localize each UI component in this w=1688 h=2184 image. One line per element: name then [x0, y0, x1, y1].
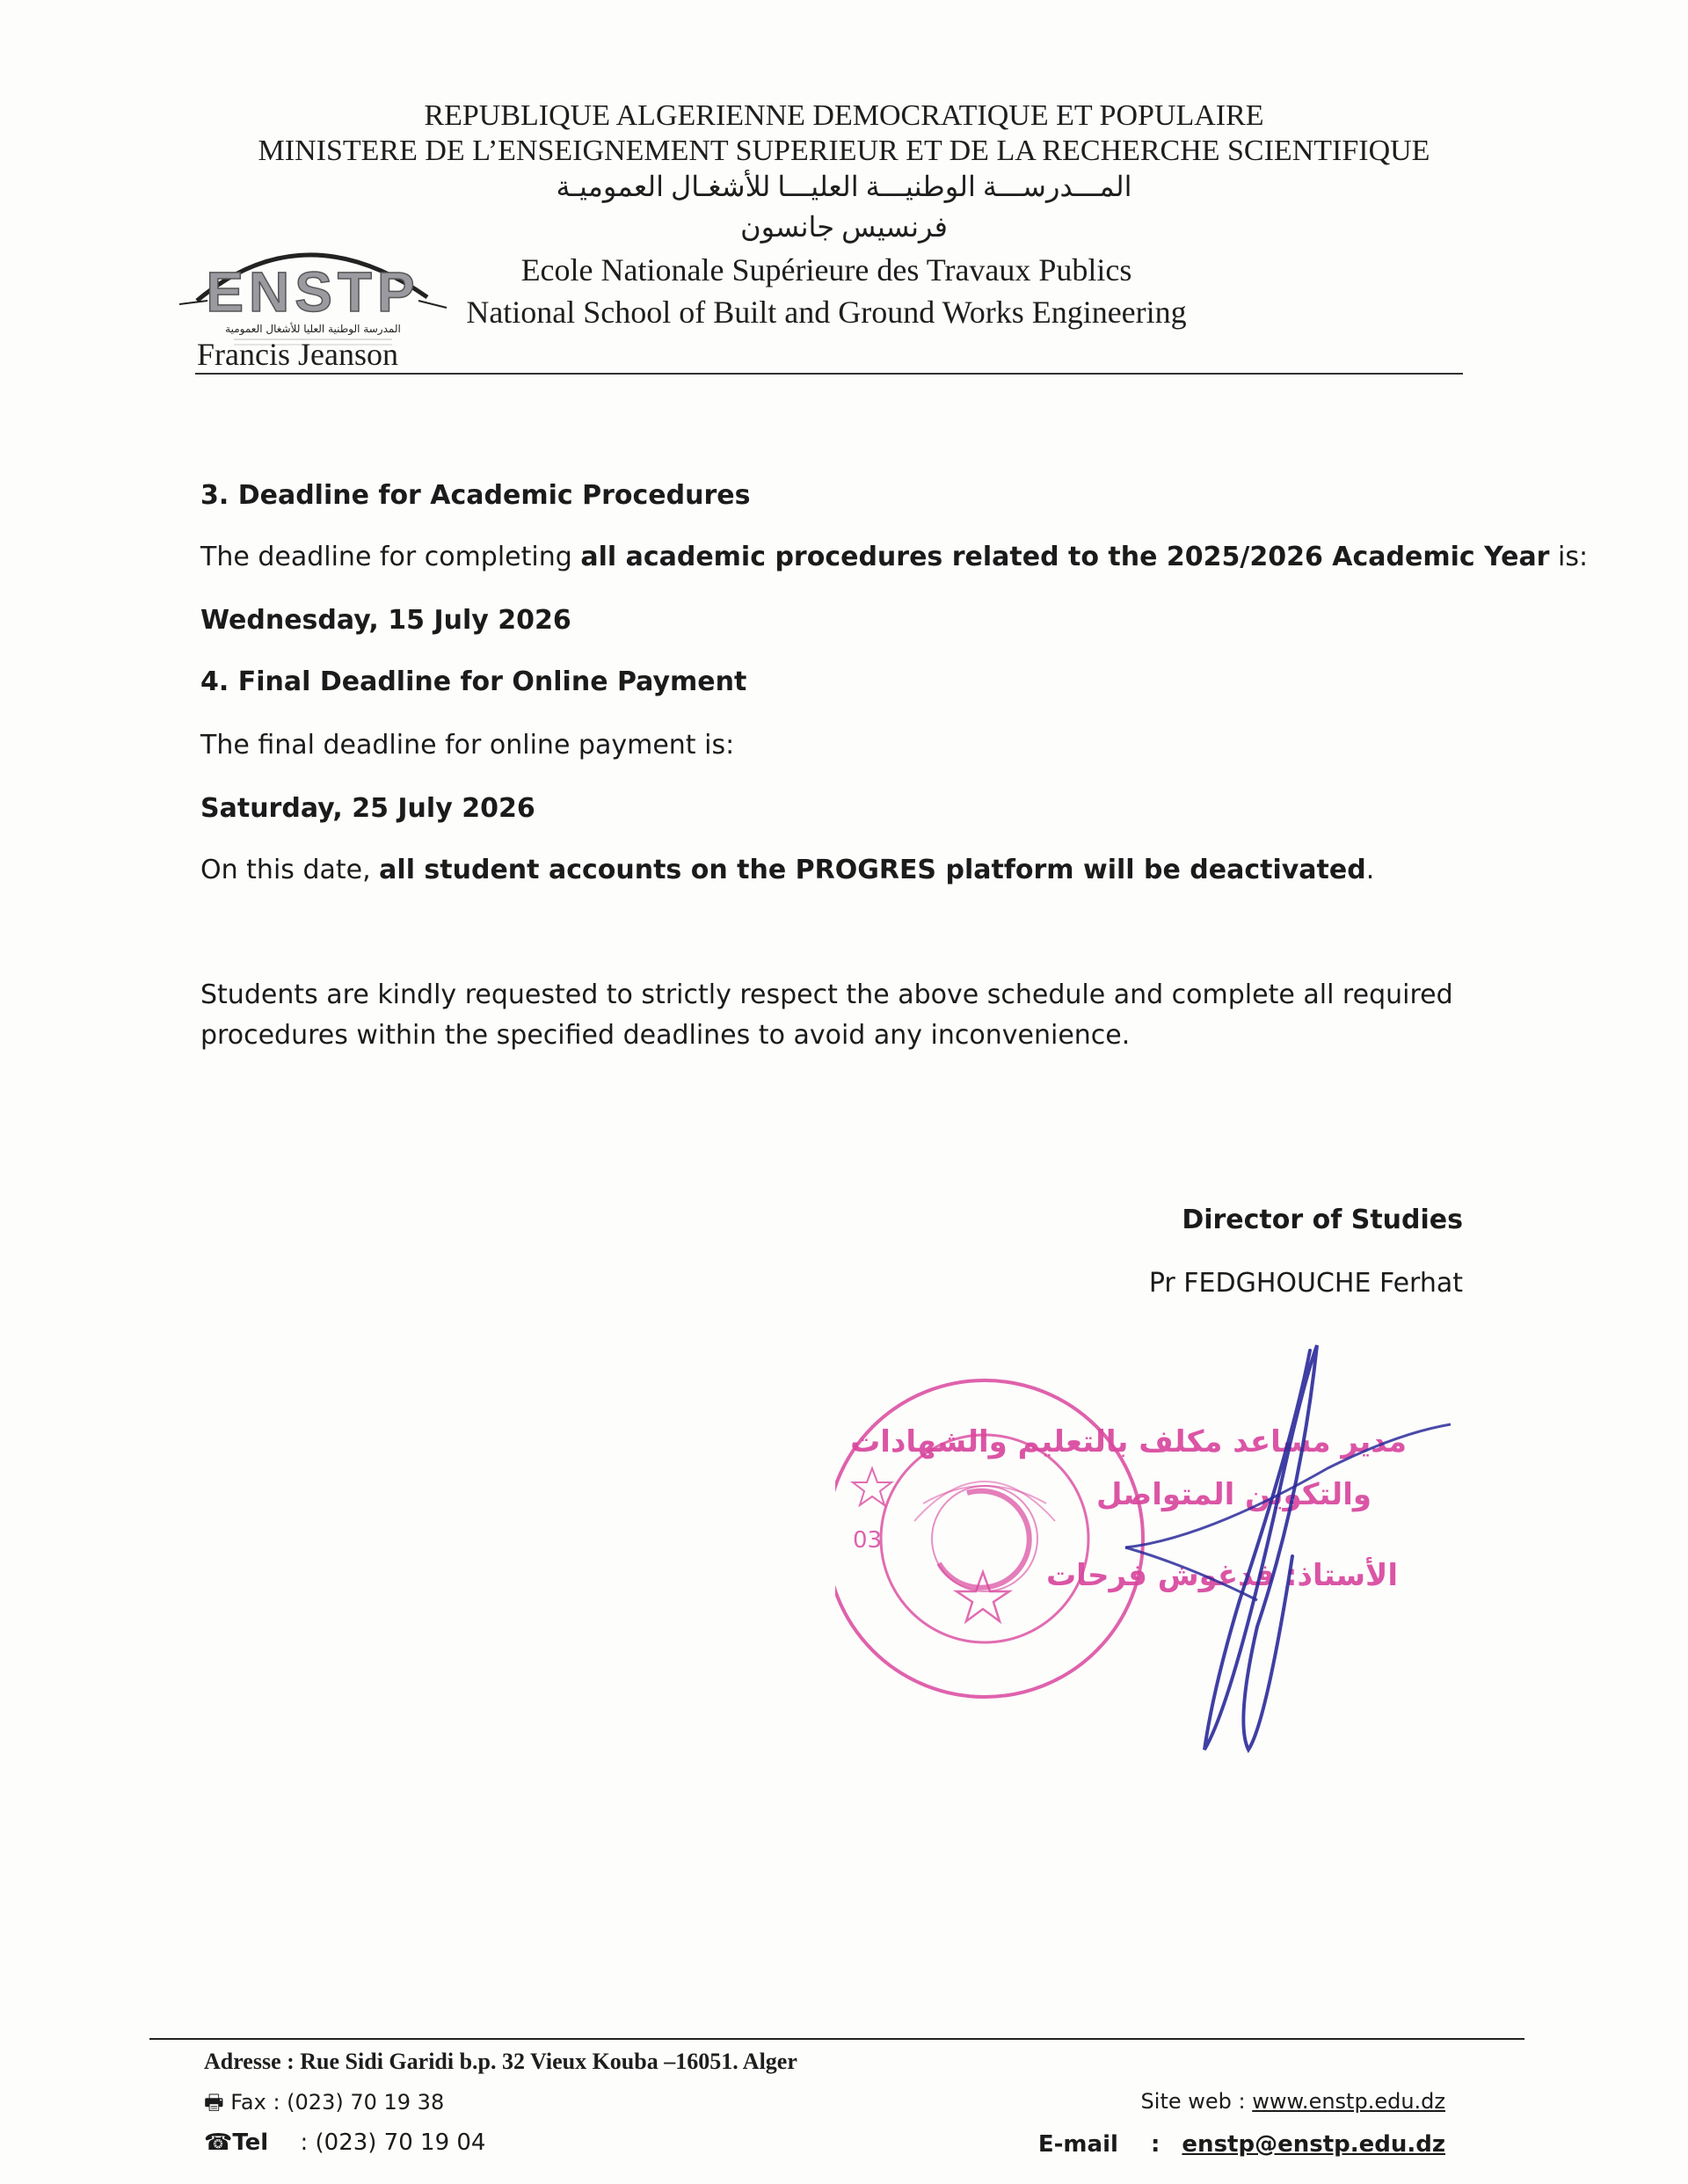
section-3-text: The deadline for completing all academic procedures related to the 2025/2026 Academic Year is: — [200, 542, 1589, 572]
closing-line-2: procedures within the specified deadlines to avoid any inconvenience. — [200, 1020, 1131, 1051]
footer-rule — [149, 2038, 1524, 2040]
stamp-line-3: الأستاذ: فدغوش فرحات — [1046, 1558, 1398, 1593]
header-arabic-name: فرنسيس جانسون — [740, 211, 948, 243]
header-arabic-school: المـــدرســـة الوطنيـــة العليـــا للأشغـال العموميـة — [556, 171, 1132, 202]
school-name-fr: Ecole Nationale Supérieure des Travaux Publics — [520, 252, 1132, 288]
footer-fax: 🖶 Fax : (023) 70 19 38 — [204, 2090, 445, 2115]
footer-email: E-mail : enstp@enstp.edu.dz — [1037, 2131, 1445, 2158]
stamp-line-2: والتكوين المتواصل — [1096, 1477, 1372, 1512]
footer-site: Site web : www.enstp.edu.dz — [1140, 2089, 1445, 2114]
logo-arabic: المدرسة الوطنية العليا للأشغال العمومية — [225, 323, 401, 335]
signature-name: Pr FEDGHOUCHE Ferhat — [1148, 1268, 1463, 1299]
logo-wordmark: ENSTP — [206, 260, 420, 324]
header-ministry: MINISTERE DE L’ENSEIGNEMENT SUPERIEUR ET DE LA RECHERCHE SCIENTIFIQUE — [258, 135, 1430, 167]
phone-icon: ☎ — [204, 2129, 233, 2156]
section-3-date: Wednesday, 15 July 2026 — [200, 605, 571, 636]
seal-number: 03 — [853, 1527, 883, 1554]
fax-icon: 🖶 — [204, 2090, 224, 2115]
section-4-date: Saturday, 25 July 2026 — [200, 793, 535, 824]
stamp-line-1: مدير مساعد مكلف بالتعليم والشهادات — [850, 1424, 1407, 1460]
signature-title: Director of Studies — [1182, 1205, 1463, 1235]
francis-jeanson: Francis Jeanson — [197, 337, 398, 372]
footer-tel: ☎Tel : (023) 70 19 04 — [204, 2129, 486, 2156]
school-name-en: National School of Built and Ground Works Engineering — [466, 295, 1187, 330]
header-republic: REPUBLIQUE ALGERIENNE DEMOCRATIQUE ET POPULAIRE — [424, 99, 1264, 132]
email-link[interactable]: enstp@enstp.edu.dz — [1182, 2131, 1445, 2158]
section-4-heading: 4. Final Deadline for Online Payment — [200, 666, 747, 697]
site-link[interactable]: www.enstp.edu.dz — [1252, 2089, 1445, 2114]
footer-address: Adresse : Rue Sidi Garidi b.p. 32 Vieux Kouba –16051. Alger — [204, 2049, 797, 2074]
handwritten-signature — [835, 1336, 1486, 1776]
signature-stamp-area — [835, 1336, 1486, 1776]
section-4-text: The final deadline for online payment is: — [200, 730, 735, 761]
section-4-note: On this date, all student accounts on the PROGRES platform will be deactivated. — [200, 855, 1375, 885]
section-3-heading: 3. Deadline for Academic Procedures — [200, 480, 751, 511]
header-rule — [195, 373, 1463, 375]
closing-line-1: Students are kindly requested to strictly respect the above schedule and complete all required — [200, 979, 1453, 1010]
